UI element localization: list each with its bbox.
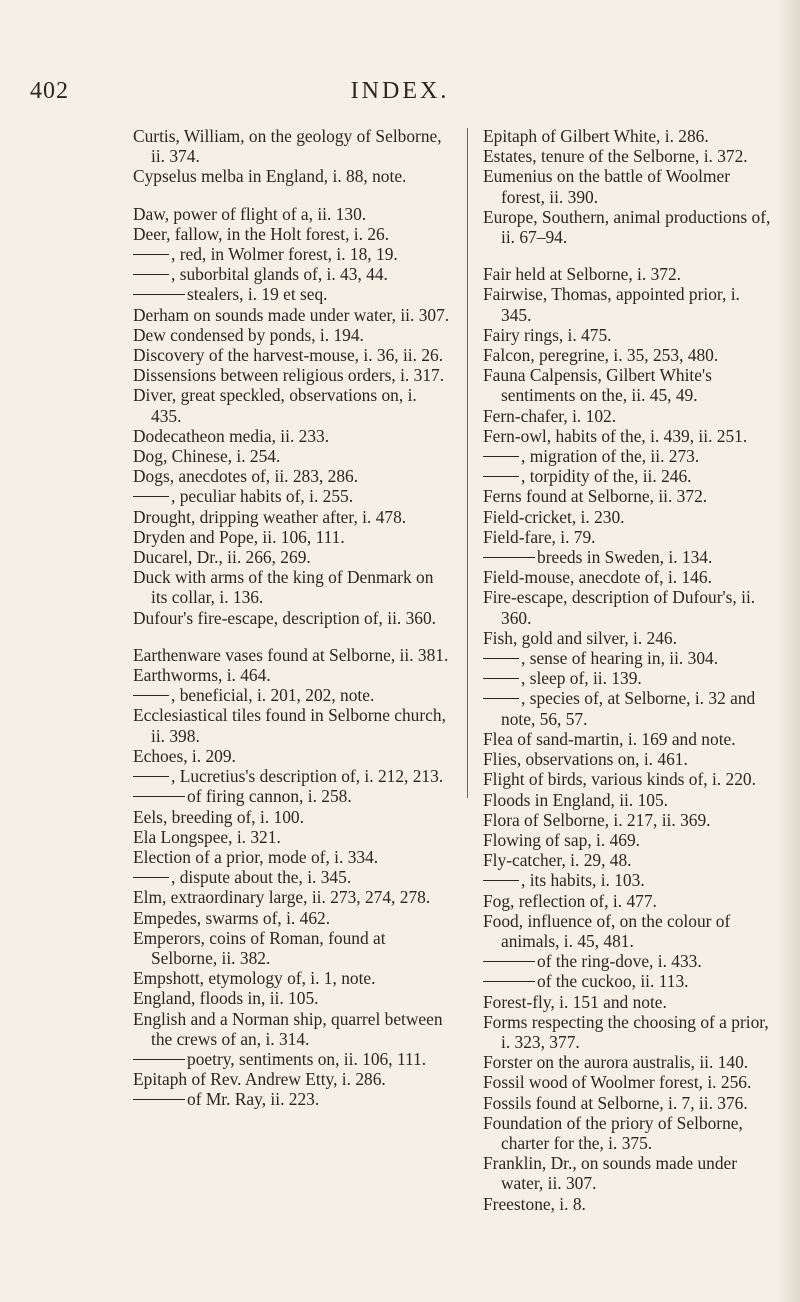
- index-entry: [133, 665, 451, 685]
- index-entry: [483, 406, 773, 426]
- ditto-dash: [133, 254, 169, 255]
- index-entry-text: Falcon, peregrine, i. 35, 253, 480.: [483, 345, 719, 366]
- index-entry: [133, 968, 451, 988]
- index-entry: [483, 486, 773, 506]
- index-entry-text: poetry, sentiments on, ii. 106, 111.: [187, 1048, 427, 1069]
- index-entry: [133, 166, 451, 186]
- index-entry: [483, 1052, 773, 1072]
- index-entry-text: Flowing of sap, i. 469.: [483, 829, 640, 850]
- index-entry-text: Forms respecting the choosing of a prior, i. 323, 377.: [483, 1011, 769, 1052]
- index-entry: [133, 1089, 451, 1109]
- index-entry-text: Dog, Chinese, i. 254.: [133, 446, 281, 467]
- index-entry: [483, 325, 773, 345]
- ditto-dash: [483, 476, 519, 477]
- index-entry: [483, 1012, 773, 1052]
- index-entry-text: Flight of birds, various kinds of, i. 220.: [483, 769, 756, 790]
- ditto-dash: [133, 496, 169, 497]
- index-entry: [133, 486, 451, 506]
- index-entry: [483, 769, 773, 789]
- index-entry-text: , Lucretius's description of, i. 212, 213.: [171, 766, 444, 787]
- index-entry-text: Franklin, Dr., on sounds made under water, ii. 307.: [483, 1153, 738, 1194]
- index-entry-text: Fair held at Selborne, i. 372.: [483, 264, 682, 285]
- index-entry-text: , red, in Wolmer forest, i. 18, 19.: [171, 244, 398, 265]
- index-entry: [483, 345, 773, 365]
- index-entry: [483, 810, 773, 830]
- index-entry: [483, 426, 773, 446]
- column-divider: [467, 128, 468, 798]
- ditto-dash: [133, 796, 185, 797]
- index-entry: [483, 1093, 773, 1113]
- index-entry-text: , migration of the, ii. 273.: [521, 446, 700, 467]
- index-entry-text: Estates, tenure of the Selborne, i. 372.: [483, 146, 748, 167]
- index-entry-text: Empshott, etymology of, i. 1, note.: [133, 968, 376, 989]
- index-entry: [133, 567, 451, 607]
- index-entry: [483, 1194, 773, 1214]
- index-entry: [133, 345, 451, 365]
- index-entry-text: , torpidity of the, ii. 246.: [521, 466, 692, 487]
- index-entry-text: Fossil wood of Woolmer forest, i. 256.: [483, 1072, 752, 1093]
- page-number: 402: [30, 78, 69, 104]
- index-entry: [483, 365, 773, 405]
- index-entry: [483, 207, 773, 247]
- index-entry: [483, 648, 773, 668]
- index-entry-text: , sense of hearing in, ii. 304.: [521, 648, 719, 669]
- index-entry-text: Fern-chafer, i. 102.: [483, 405, 617, 426]
- index-entry-text: Daw, power of flight of a, ii. 130.: [133, 203, 367, 224]
- index-entry: [133, 426, 451, 446]
- running-head-title: INDEX.: [350, 78, 450, 104]
- index-entry: [483, 547, 773, 567]
- index-entry: [483, 870, 773, 890]
- index-entry: [483, 284, 773, 324]
- index-entry-text: Freestone, i. 8.: [483, 1193, 586, 1214]
- index-entry: [483, 1153, 773, 1193]
- index-entry-text: Epitaph of Gilbert White, i. 286.: [483, 126, 709, 146]
- index-entry: [483, 446, 773, 466]
- index-entry: [133, 224, 451, 244]
- index-entry-text: Dew condensed by ponds, i. 194.: [133, 324, 364, 345]
- index-entry-text: of firing cannon, i. 258.: [187, 786, 352, 807]
- index-entry: [483, 830, 773, 850]
- index-entry-text: Drought, dripping weather after, i. 478.: [133, 506, 407, 527]
- index-entry: [133, 746, 451, 766]
- index-entry-text: Field-mouse, anecdote of, i. 146.: [483, 567, 712, 588]
- index-entry: [133, 766, 451, 786]
- index-entry: [133, 284, 451, 304]
- index-entry: [483, 688, 773, 728]
- index-entry-text: Duck with arms of the king of Denmark on its collar, i. 136.: [133, 567, 434, 608]
- ditto-dash: [483, 698, 519, 699]
- index-entry: [483, 264, 773, 284]
- ditto-dash: [483, 678, 519, 679]
- index-entry-text: Forster on the aurora australis, ii. 140.: [483, 1052, 749, 1073]
- index-entry-text: Flies, observations on, i. 461.: [483, 749, 688, 770]
- index-entry-text: English and a Norman ship, quarrel between the crews of an, i. 314.: [133, 1008, 443, 1049]
- index-entry-text: Earthworms, i. 464.: [133, 665, 271, 686]
- index-entry-text: Fairy rings, i. 475.: [483, 324, 612, 345]
- ditto-dash: [133, 695, 169, 696]
- index-entry-text: Dufour's fire-escape, description of, ii. 360.: [133, 607, 437, 628]
- index-entry-text: Field-fare, i. 79.: [483, 526, 596, 547]
- index-entry-text: Flora of Selborne, i. 217, ii. 369.: [483, 809, 711, 830]
- index-entry-text: Fog, reflection of, i. 477.: [483, 890, 657, 911]
- index-entry-text: , its habits, i. 103.: [521, 870, 645, 891]
- index-entry: [483, 126, 773, 146]
- index-entry: [133, 1009, 451, 1049]
- index-entry: [483, 992, 773, 1012]
- ditto-dash: [483, 557, 535, 558]
- index-entry-text: of the ring-dove, i. 433.: [537, 951, 702, 972]
- ditto-dash: [133, 294, 185, 295]
- index-entry: [133, 867, 451, 887]
- index-entry-text: Dodecatheon media, ii. 233.: [133, 425, 330, 446]
- ditto-dash: [133, 877, 169, 878]
- index-entry-text: Derham on sounds made under water, ii. 307.: [133, 304, 450, 325]
- index-entry-text: Fly-catcher, i. 29, 48.: [483, 850, 632, 871]
- ditto-dash: [133, 776, 169, 777]
- index-entry: [483, 971, 773, 991]
- index-entry: [133, 847, 451, 867]
- index-entry-text: , dispute about the, i. 345.: [171, 867, 352, 888]
- index-entry-text: stealers, i. 19 et seq.: [187, 284, 328, 305]
- index-entry: [483, 1072, 773, 1092]
- index-entry-text: Emperors, coins of Roman, found at Selborne, ii. 382.: [133, 927, 386, 968]
- index-entry-text: Dogs, anecdotes of, ii. 283, 286.: [133, 466, 359, 487]
- index-entry: [133, 305, 451, 325]
- index-entry: [133, 827, 451, 847]
- index-entry: [483, 790, 773, 810]
- index-entry-text: Eels, breeding of, i. 100.: [133, 806, 304, 827]
- index-entry-text: Empedes, swarms of, i. 462.: [133, 907, 331, 928]
- index-entry-text: Fire-escape, description of Dufour's, ii. 360.: [483, 587, 756, 628]
- index-column-left: [133, 126, 451, 1110]
- index-entry-text: breeds in Sweden, i. 134.: [537, 547, 713, 568]
- index-entry: [133, 928, 451, 968]
- page-edge-shadow: [778, 0, 800, 1302]
- index-entry: [133, 466, 451, 486]
- ditto-dash: [483, 658, 519, 659]
- index-entry: [483, 891, 773, 911]
- index-entry: [133, 645, 451, 665]
- index-entry-text: Cypselus melba in England, i. 88, note.: [133, 166, 407, 187]
- index-entry: [133, 325, 451, 345]
- index-entry-text: Forest-fly, i. 151 and note.: [483, 991, 667, 1012]
- index-entry: [133, 1069, 451, 1089]
- index-entry: [133, 365, 451, 385]
- index-entry: [133, 527, 451, 547]
- index-entry: [133, 887, 451, 907]
- index-entry: [483, 146, 773, 166]
- index-entry-text: of Mr. Ray, ii. 223.: [187, 1089, 320, 1110]
- index-entry-text: Fern-owl, habits of the, i. 439, ii. 251.: [483, 425, 748, 446]
- index-entry-text: Food, influence of, on the colour of animals, i. 45, 481.: [483, 910, 731, 951]
- index-entry-text: Ferns found at Selborne, ii. 372.: [483, 486, 708, 507]
- index-entry: [483, 951, 773, 971]
- ditto-dash: [483, 880, 519, 881]
- index-entry: [483, 466, 773, 486]
- index-entry-text: Fairwise, Thomas, appointed prior, i. 345.: [483, 284, 740, 325]
- index-entry-text: Deer, fallow, in the Holt forest, i. 26.: [133, 223, 390, 244]
- index-entry: [133, 705, 451, 745]
- index-entry: [483, 507, 773, 527]
- index-entry: [483, 729, 773, 749]
- index-entry-text: Europe, Southern, animal productions of, ii. 67–94.: [483, 206, 771, 248]
- index-entry: [133, 204, 451, 224]
- index-entry-text: Discovery of the harvest-mouse, i. 36, ii. 26.: [133, 345, 444, 366]
- index-entry-text: Fauna Calpensis, Gilbert White's sentiments on the, ii. 45, 49.: [483, 365, 712, 406]
- index-entry-text: Floods in England, ii. 105.: [483, 789, 669, 810]
- index-entry: [133, 507, 451, 527]
- ditto-dash: [133, 1099, 185, 1100]
- ditto-dash: [483, 961, 535, 962]
- index-entry-text: Epitaph of Rev. Andrew Etty, i. 286.: [133, 1069, 386, 1090]
- index-entry-text: Eumenius on the battle of Woolmer forest, ii. 390.: [483, 166, 731, 207]
- index-entry: [483, 911, 773, 951]
- index-entry-text: of the cuckoo, ii. 113.: [537, 971, 689, 992]
- index-entry-text: Election of a prior, mode of, i. 334.: [133, 846, 379, 867]
- index-entry: [133, 244, 451, 264]
- index-entry-text: Elm, extraordinary large, ii. 273, 274, 278.: [133, 887, 431, 908]
- index-entry-text: Curtis, William, on the geology of Selborne, ii. 374.: [133, 126, 442, 167]
- index-entry: [133, 807, 451, 827]
- index-entry: [483, 850, 773, 870]
- index-entry-text: Dissensions between religious orders, i. 317.: [133, 365, 445, 386]
- index-entry: [133, 685, 451, 705]
- index-entry-text: , beneficial, i. 201, 202, note.: [171, 685, 375, 706]
- index-entry-text: Fossils found at Selborne, i. 7, ii. 376.: [483, 1092, 748, 1113]
- index-entry-text: Diver, great speckled, observations on, i. 435.: [133, 385, 417, 426]
- index-entry: [133, 988, 451, 1008]
- index-entry: [483, 628, 773, 648]
- index-entry: [483, 749, 773, 769]
- index-entry-text: , sleep of, ii. 139.: [521, 668, 642, 689]
- index-entry-text: Flea of sand-martin, i. 169 and note.: [483, 728, 736, 749]
- index-entry: [483, 668, 773, 688]
- index-entry-text: Dryden and Pope, ii. 106, 111.: [133, 526, 345, 547]
- index-entry: [483, 567, 773, 587]
- ditto-dash: [133, 1059, 185, 1060]
- index-entry-text: , peculiar habits of, i. 255.: [171, 486, 354, 507]
- index-entry-text: , species of, at Selborne, i. 32 and note, 56, 57.: [501, 688, 756, 729]
- index-entry-text: Field-cricket, i. 230.: [483, 506, 625, 527]
- index-entry-text: Earthenware vases found at Selborne, ii. 381.: [133, 644, 449, 665]
- index-entry: [483, 527, 773, 547]
- index-entry: [133, 1049, 451, 1069]
- index-entry: [483, 166, 773, 206]
- index-entry: [133, 547, 451, 567]
- index-entry-text: Ela Longspee, i. 321.: [133, 826, 281, 847]
- index-entry: [483, 1113, 773, 1153]
- index-entry: [133, 446, 451, 466]
- index-entry: [133, 908, 451, 928]
- ditto-dash: [483, 981, 535, 982]
- ditto-dash: [133, 274, 169, 275]
- index-entry-text: Ducarel, Dr., ii. 266, 269.: [133, 547, 311, 568]
- index-entry-text: Fish, gold and silver, i. 246.: [483, 627, 677, 648]
- index-entry: [133, 385, 451, 425]
- index-entry: [133, 786, 451, 806]
- index-entry: [133, 608, 451, 628]
- index-entry: [133, 264, 451, 284]
- index-entry: [483, 587, 773, 627]
- index-entry-text: Ecclesiastical tiles found in Selborne church, ii. 398.: [133, 705, 446, 746]
- index-column-right: [483, 126, 773, 1214]
- index-entry-text: England, floods in, ii. 105.: [133, 988, 319, 1009]
- ditto-dash: [483, 456, 519, 457]
- index-entry-text: Echoes, i. 209.: [133, 745, 236, 766]
- index-entry-text: Foundation of the priory of Selborne, charter for the, i. 375.: [483, 1112, 743, 1153]
- index-entry: [133, 126, 451, 166]
- index-entry-text: , suborbital glands of, i. 43, 44.: [171, 264, 388, 285]
